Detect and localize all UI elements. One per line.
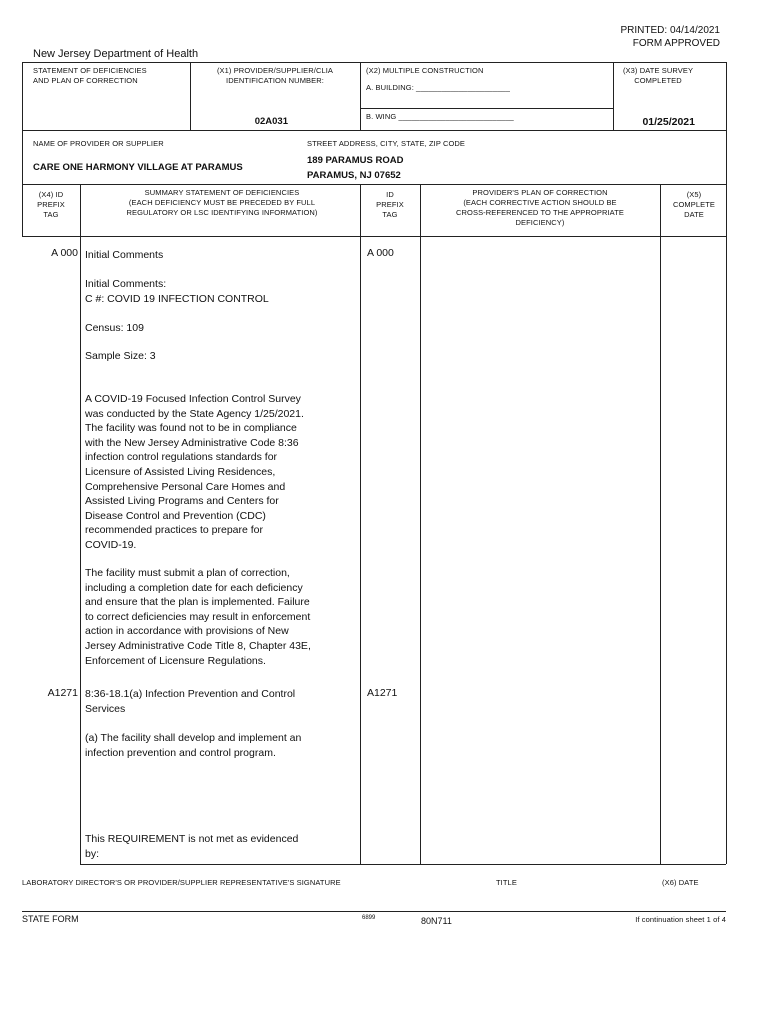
col-summary-header: SUMMARY STATEMENT OF DEFICIENCIES (EACH DEFICIENCY MUST BE PRECEDED BY FULL REGULATORY OR LSC IDENTIFYING INFORMATION) (126, 188, 318, 217)
entry-block: A COVID-19 Focused Infection Control Survey was conducted by the State Agency 1/25/2021. The facility was found not to be in compliance with the New Jersey Administrative Code 8:36 infection control regulations standards for Licensure of Assisted Living Residences, Comprehensive Personal Care Homes and Assisted Living Programs and Centers for Disease Control and Prevention (CDC) recommended practices to prepare for COVID-19. (85, 393, 304, 551)
entry-id-tag: A 000 (367, 247, 394, 259)
x1-identification-number: 02A031 (254, 116, 288, 127)
signature-line (22, 911, 726, 912)
date-label: (X6) DATE (662, 878, 699, 887)
signature-label: LABORATORY DIRECTOR'S OR PROVIDER/SUPPLIER REPRESENTATIVE'S SIGNATURE (22, 878, 341, 887)
col-id-header: ID PREFIX TAG (376, 190, 404, 219)
entry-tag: A1271 (47, 687, 78, 699)
title-label: TITLE (496, 878, 517, 887)
col-x4-header: (X4) ID PREFIX TAG (37, 190, 65, 219)
entry-block: Census: 109 (85, 322, 144, 334)
wing-label: B. WING ___________________________ (366, 112, 514, 121)
entry-title: 8:36-18.1(a) Infection Prevention and Control Services (85, 688, 296, 715)
printed-date: PRINTED: 04/14/2021 (620, 25, 720, 36)
provider-name-label: NAME OF PROVIDER OR SUPPLIER (33, 139, 164, 148)
entry-block: (a) The facility shall develop and implement an infection prevention and control program. (85, 732, 302, 759)
agency-name: New Jersey Department of Health (33, 48, 199, 60)
entry-block: The facility must submit a plan of correction, including a completion date for each deficiency and ensure that the plan is implemented. Failure to correct deficiencies may result in enforcement action in accordance with provisions of New Jersey Administrative Code Title 8, Chapter 43E, Enforcement of Licensure Regulations. (85, 567, 311, 667)
form-status: FORM APPROVED (632, 38, 720, 49)
x3-label: (X3) DATE SURVEY COMPLETED (622, 66, 694, 85)
x3-survey-date: 01/25/2021 (642, 116, 695, 128)
col-x5-header: (X5) COMPLETE DATE (672, 190, 716, 219)
continuation-sheet: If continuation sheet 1 of 4 (635, 915, 726, 924)
address-line-1: 189 PARAMUS ROAD (307, 155, 404, 166)
entry-id-tag: A1271 (367, 687, 398, 699)
entry-title: Initial Comments (85, 249, 164, 261)
entry-block: Initial Comments: C #: COVID 19 INFECTION CONTROL (85, 278, 269, 305)
entry-tag: A 000 (51, 247, 78, 259)
address-line-2: PARAMUS, NJ 07652 (307, 170, 401, 181)
state-form-label: STATE FORM (22, 914, 79, 924)
col-plan-header: PROVIDER'S PLAN OF CORRECTION (EACH CORRECTIVE ACTION SHOULD BE CROSS-REFERENCED TO THE APPROPRIATE DEFICIENCY) (456, 188, 624, 227)
x1-label: (X1) PROVIDER/SUPPLIER/CLIA IDENTIFICATION NUMBER: (216, 66, 334, 85)
x2-label: (X2) MULTIPLE CONSTRUCTION (366, 66, 484, 75)
entry-block: Sample Size: 3 (85, 350, 156, 362)
address-label: STREET ADDRESS, CITY, STATE, ZIP CODE (307, 139, 466, 148)
event-id: 80N711 (421, 916, 452, 926)
form-number: 6899 (362, 915, 376, 921)
building-label: A. BUILDING: ______________________ (366, 83, 511, 92)
entry-block: This REQUIREMENT is not met as evidenced by: (85, 833, 299, 860)
statement-label: STATEMENT OF DEFICIENCIES AND PLAN OF CORRECTION (33, 66, 147, 85)
provider-name: CARE ONE HARMONY VILLAGE AT PARAMUS (33, 162, 243, 173)
